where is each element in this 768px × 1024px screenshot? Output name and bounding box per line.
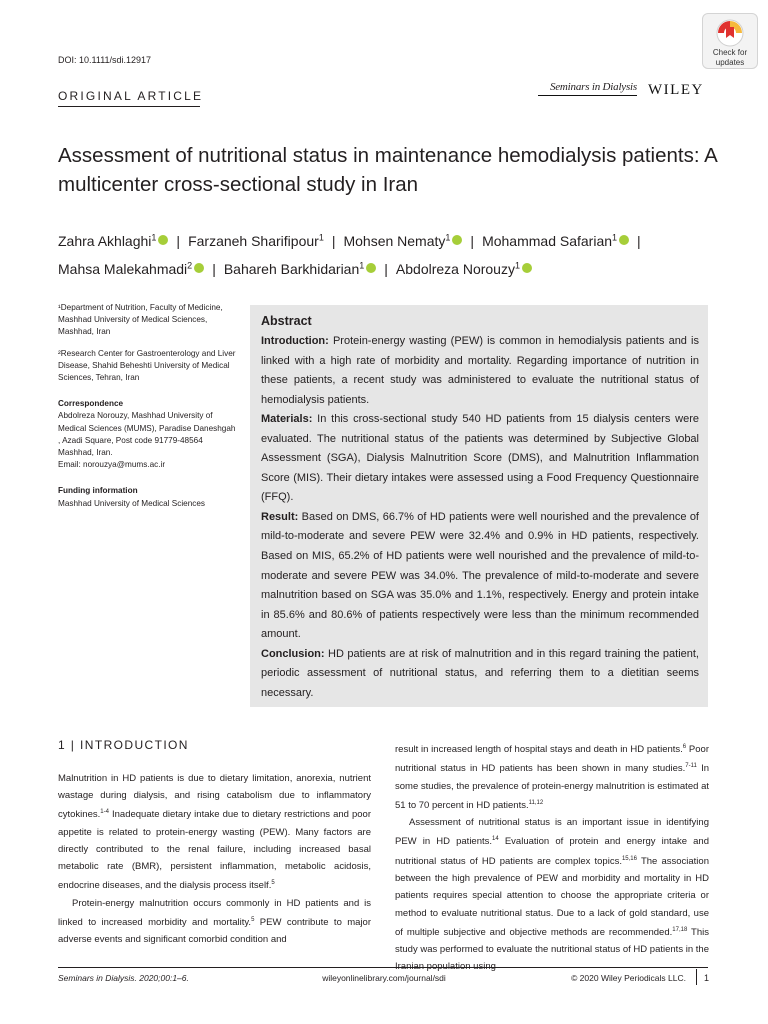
author-affiliation-mark: 1 xyxy=(151,232,157,242)
author-affiliation-mark: 1 xyxy=(318,232,324,242)
affiliation-1: ¹Department of Nutrition, Faculty of Medicine, Mashhad University of Medical Sciences, Mashhad, Iran xyxy=(58,303,223,337)
author[interactable] xyxy=(58,261,204,277)
abstract-section-label: Introduction: xyxy=(261,335,329,347)
body-text: Inadequate dietary intake due to dietary restrictions and poor appetite is related to protein-energy wasting (PEW). Many factors are directly contributed to the renal failure, including increased basal metabolic rate (BMR), persistent inflammation, metabolic acidosis, endocrine diseases, and the dialysis process itself. xyxy=(58,809,371,892)
abstract-section-label: Result: xyxy=(261,510,299,523)
body-text: In some studies, the prevalence of protein-energy malnutrition is estimated at 51 to 70 percent in HD patients. xyxy=(395,763,709,812)
crossmark-icon xyxy=(715,18,745,48)
author-affiliation-mark: 1 xyxy=(359,260,365,271)
abstract-section-label: Conclusion: xyxy=(261,647,325,660)
author-separator: | xyxy=(176,232,181,249)
abstract-conclusion xyxy=(261,645,699,704)
citation-reference[interactable]: 11,12 xyxy=(528,799,544,806)
check-for-updates-badge[interactable] xyxy=(702,13,758,69)
body-text: Evaluation of protein and energy intake and nutritional status of HD patients are complex topics. xyxy=(395,836,709,867)
crossmark-label-line2: updates xyxy=(715,57,745,67)
body-text: Protein-energy malnutrition occurs commonly in HD patients and is linked to increased morbidity and mortality. xyxy=(58,897,371,929)
author-name: Bahareh Barkhidarian xyxy=(223,261,360,278)
author-name: Abdolreza Norouzy xyxy=(395,261,515,278)
abstract-materials xyxy=(261,410,699,508)
citation-reference[interactable]: 14 xyxy=(492,836,499,843)
body-paragraph xyxy=(58,895,371,949)
author-affiliation-mark: 1 xyxy=(445,232,451,242)
orcid-icon[interactable] xyxy=(366,263,376,273)
body-column-right xyxy=(395,739,709,976)
author-affiliation-mark: 1 xyxy=(612,232,618,242)
abstract-heading: Abstract xyxy=(261,314,312,328)
article-type-rule xyxy=(58,106,200,107)
abstract-box xyxy=(250,305,708,707)
funding-block xyxy=(58,485,238,509)
crossmark-label-line1: Check for xyxy=(712,48,748,57)
section-heading-introduction: 1 | INTRODUCTION xyxy=(58,738,189,752)
citation-reference[interactable]: 7-11 xyxy=(685,763,697,770)
body-text: The association between the high prevalence of PEW and morbidity and mortality in HD patients requires special attention to choose the appropriate criteria or method to evaluate nutritional status. Due to a lack of gold standard, use of multiple subjective and objective methods are recommended. xyxy=(395,856,709,938)
footer-journal-citation: Seminars in Dialysis. 2020;00:1–6. xyxy=(58,973,189,983)
orcid-icon[interactable] xyxy=(522,263,532,273)
abstract-result xyxy=(261,508,699,645)
author-affiliation-mark: 1 xyxy=(514,260,520,271)
author[interactable] xyxy=(224,261,376,277)
author-separator: | xyxy=(331,232,336,249)
correspondence-text: Abdolreza Norouzy, Mashhad University of Medical Sciences (MUMS), Paradise Daneshgah , Azadi Square, Post code 91779-48564 Mashhad, Iran. xyxy=(58,411,236,458)
author-name: Mahsa Malekahmadi xyxy=(58,261,188,278)
body-text: result in increased length of hospital stays and death in HD patients. xyxy=(395,744,683,756)
author-affiliation-mark: 2 xyxy=(187,260,193,271)
body-paragraph xyxy=(58,770,371,895)
author[interactable] xyxy=(58,233,168,249)
body-text: Poor nutritional status in HD patients has been shown in many studies. xyxy=(395,744,709,775)
author[interactable] xyxy=(188,233,324,249)
abstract-introduction xyxy=(261,332,699,410)
article-title: Assessment of nutritional status in maintenance hemodialysis patients: A multicenter cross-sectional study in Iran xyxy=(58,144,717,196)
body-text: This study was performed to evaluate the nutritional status of HD patients in the Iranian population using xyxy=(395,926,709,973)
doi[interactable]: DOI: 10.1111/sdi.12917 xyxy=(58,55,152,65)
affiliation-2: ²Research Center for Gastroenterology and Liver Disease, Shahid Beheshti University of Medical Sciences, Tehran, Iran xyxy=(58,348,236,383)
footer-copyright: © 2020 Wiley Periodicals LLC. xyxy=(571,973,686,983)
footer-url[interactable]: wileyonlinelibrary.com/journal/sdi xyxy=(322,973,446,983)
abstract-section-text: In this cross-sectional study 540 HD patients from 15 dialysis centers were evaluated. The nutritional status of the patients was determined by Subjective Global Assessment (SGA), Dialysis Malnutrition Score (DMS), and Malnutrition Inflammation Score (MIS). Their dietary intakes were assessed using a Food Frequency Questionnaire (FFQ). xyxy=(261,413,699,504)
author-separator: | xyxy=(212,261,216,278)
footer-divider xyxy=(696,969,697,985)
author[interactable] xyxy=(343,233,462,249)
author-separator: | xyxy=(637,232,641,249)
footer-rule xyxy=(58,967,708,968)
abstract-section-text: Protein-energy wasting (PEW) is common in hemodialysis patients and is linked with a high rate of morbidity and mortality. Regarding importance of nutrition in these patients, a recent study was administered to evaluate the nutritional status of hemodialysis patients. xyxy=(261,335,699,406)
body-paragraph xyxy=(395,814,709,975)
citation-reference[interactable]: 5 xyxy=(251,916,255,923)
abstract-section-text: Based on DMS, 66.7% of HD patients were well nourished and the prevalence of mild-to-moderate and severe PEW were 32.4% and 0.9% in HD patients, respectively. Based on MIS, 65.2% of HD patients were well nourished and the prevalence of mild-to-moderate and severe PEW was 34.0%. The prevalence of mild-to-moderate and severe malnutrition based on SGA was 35.0% and 1.1%, respectively. Energy and protein intake in 85.6% and 80.6% of patients respectively were less than the minimum recommended amount. xyxy=(261,510,699,641)
author[interactable] xyxy=(396,261,532,277)
author-separator: | xyxy=(470,232,475,249)
author-separator: | xyxy=(384,261,388,278)
funding-text: Mashhad University of Medical Sciences xyxy=(58,498,205,508)
author-name: Mohsen Nematy xyxy=(343,232,446,249)
citation-reference[interactable]: 17,18 xyxy=(672,926,688,933)
author-name: Farzaneh Sharifipour xyxy=(188,232,319,249)
correspondence-email[interactable]: Email: norouzya@mums.ac.ir xyxy=(58,460,166,470)
author-list xyxy=(58,225,723,282)
body-column-left xyxy=(58,770,371,949)
journal-logo: Seminars in Dialysis xyxy=(538,81,637,96)
orcid-icon[interactable] xyxy=(619,235,629,245)
article-type: ORIGINAL ARTICLE xyxy=(58,89,204,103)
body-text: Malnutrition in HD patients is due to dietary limitation, anorexia, nutrient wastage during dialysis, and rising catabolism due to inflammatory cytokines. xyxy=(58,773,371,821)
abstract-section-label: Materials: xyxy=(261,413,313,426)
article-sidebar xyxy=(58,302,238,519)
page-number: 1 xyxy=(704,973,710,983)
citation-reference[interactable]: 5 xyxy=(271,880,275,887)
publisher-logo: WILEY xyxy=(648,82,704,98)
citation-reference[interactable]: 6 xyxy=(682,744,687,750)
author-name: Mohammad Safarian xyxy=(482,232,613,249)
correspondence-heading: Correspondence xyxy=(58,399,124,409)
body-paragraph xyxy=(395,739,709,814)
author[interactable] xyxy=(482,233,629,249)
citation-reference[interactable]: 1-4 xyxy=(100,809,109,816)
citation-reference[interactable]: 15,16 xyxy=(621,855,637,862)
orcid-icon[interactable] xyxy=(194,263,204,273)
abstract-section-text: HD patients are at risk of malnutrition and in this regard training the patient, periodic assessment of nutritional status, and referring them to a dietitian seems necessary. xyxy=(261,647,699,699)
orcid-icon[interactable] xyxy=(452,235,462,245)
funding-heading: Funding information xyxy=(58,486,138,496)
body-text: PEW contribute to major adverse events and significant comorbid condition and xyxy=(58,917,371,946)
orcid-icon[interactable] xyxy=(158,235,168,245)
correspondence-block xyxy=(58,398,238,471)
body-text: Assessment of nutritional status is an important issue in identifying PEW in HD patients. xyxy=(395,817,709,848)
author-name: Zahra Akhlaghi xyxy=(58,232,152,249)
